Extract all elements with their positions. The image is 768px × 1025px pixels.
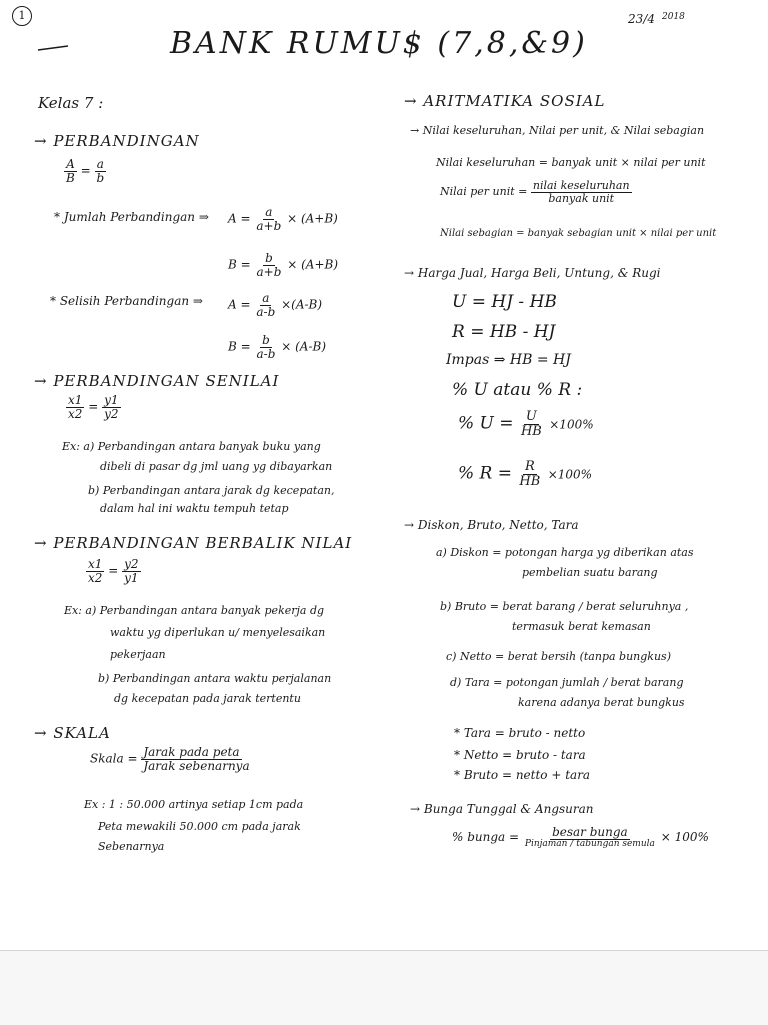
senilai-rhs-den: y2: [104, 406, 119, 421]
skala-label: Skala =: [90, 751, 138, 766]
harga-heading: → Harga Jual, Harga Beli, Untung, & Rugi: [404, 266, 661, 280]
aritmatika-heading-text: ARITMATIKA SOSIAL: [423, 92, 606, 110]
berbalik-ex-b-1: b) Perbandingan antara waktu perjalanan: [98, 672, 332, 685]
percent-rugi-den: HB: [519, 473, 541, 489]
senilai-rhs: [102, 394, 120, 420]
percent-rugi-post: ×100%: [547, 467, 593, 482]
skala-formula: [90, 746, 252, 772]
diskon-heading-text: Diskon, Bruto, Netto, Tara: [417, 518, 579, 532]
aritmatika-f2-fraction: [531, 180, 632, 204]
berbalik-heading-text: PERBANDINGAN BERBALIK NILAI: [53, 534, 353, 552]
selisih-b-fraction: [255, 334, 278, 360]
class-heading: Kelas 7 :: [38, 94, 104, 112]
selisih-a-post: ×(A-B): [281, 297, 323, 312]
jumlah-b-num: b: [265, 251, 273, 265]
skala-ex-2: Peta mewakili 50.000 cm pada jarak: [98, 820, 301, 833]
skala-den: Jarak sebenarnya: [143, 758, 250, 773]
dash-mark: [36, 44, 70, 52]
percent-untung-num: U: [525, 409, 537, 424]
berbalik-heading: → PERBANDINGAN BERBALIK NILAI: [34, 534, 353, 552]
selisih-a-fraction: [254, 292, 277, 318]
percent-untung-post: ×100%: [549, 417, 594, 432]
jumlah-a-den: a+b: [256, 218, 282, 233]
selisih-a-num: a: [262, 291, 270, 305]
jumlah-b-formula: [228, 252, 338, 278]
diskon-heading: → Diskon, Bruto, Netto, Tara: [404, 518, 579, 532]
aritmatika-heading: → ARITMATIKA SOSIAL: [404, 92, 606, 110]
lhs-denominator: B: [66, 170, 75, 185]
senilai-rhs-num: y1: [104, 393, 119, 407]
berbalik-lhs-den: x2: [88, 570, 103, 585]
page-number-circle: 1: [12, 6, 32, 26]
percent-rugi-formula: [458, 460, 592, 488]
bunga-den: Pinjaman / tabungan semula: [524, 838, 655, 849]
selisih-a-formula: [228, 292, 322, 318]
berbalik-lhs-num: x1: [88, 557, 103, 571]
fraction-rhs: [95, 158, 107, 184]
skala-heading-text: SKALA: [53, 724, 111, 742]
senilai-lhs-num: x1: [68, 393, 83, 407]
senilai-ex-a-2: dibeli di pasar dg jml uang yg dibayarkan: [100, 460, 333, 473]
percent-label: % U atau % R :: [452, 380, 583, 400]
berbalik-rhs: [122, 558, 140, 584]
berbalik-lhs: [86, 558, 104, 584]
jumlah-b-fraction: [255, 252, 284, 278]
bunga-heading: → Bunga Tunggal & Angsuran: [410, 802, 594, 816]
harga-heading-text: Harga Jual, Harga Beli, Untung, & Rugi: [417, 266, 661, 280]
blank-margin: [0, 950, 768, 1025]
skala-heading: → SKALA: [34, 724, 111, 742]
senilai-ex-b-2: dalam hal ini waktu tempuh tetap: [100, 502, 289, 515]
diskon-a-1: a) Diskon = potongan harga yg diberikan atas: [436, 546, 694, 559]
basic-ratio-formula: $\frac{A}{B}$ = $\frac{a}{b}$: [66, 157, 105, 185]
jumlah-b-post: × (A+B): [287, 257, 339, 272]
berbalik-ex-a-1: Ex: a) Perbandingan antara banyak pekerja dg: [64, 604, 325, 617]
page-title: BANK RUMU$ (7,8,&9): [170, 26, 588, 61]
formula-impas: Impas ⇒ HB = HJ: [446, 352, 571, 368]
senilai-formula: $\frac{x1}{x2}$ = $\frac{y1}{y2}$: [68, 393, 119, 421]
aritmatika-f1: Nilai keseluruhan = banyak unit × nilai per unit: [436, 156, 706, 169]
bunga-pre: % bunga =: [452, 830, 520, 845]
formula-rugi: R = HB - HJ: [452, 322, 556, 342]
berbalik-ex-b-2: dg kecepatan pada jarak tertentu: [114, 692, 301, 705]
rhs-denominator: b: [96, 170, 105, 185]
formula-untung: U = HJ - HB: [452, 292, 557, 312]
diskon-c-1: c) Netto = berat bersih (tanpa bungkus): [446, 650, 671, 663]
rhs-numerator: a: [96, 157, 104, 171]
selisih-b-post: × (A-B): [281, 339, 327, 354]
skala-num: Jarak pada peta: [143, 745, 240, 759]
berbalik-formula: $\frac{x1}{x2}$ = $\frac{y2}{y1}$: [88, 557, 139, 585]
bunga-heading-text: Bunga Tunggal & Angsuran: [423, 802, 594, 816]
diskon-a-2: pembelian suatu barang: [522, 566, 658, 579]
aritmatika-sub-text: Nilai keseluruhan, Nilai per unit, & Nilai sebagian: [422, 124, 705, 137]
percent-untung-den: HB: [520, 423, 542, 439]
selisih-a-pre: A =: [228, 297, 251, 312]
aritmatika-sub: → Nilai keseluruhan, Nilai per unit, & Nilai sebagian: [410, 124, 705, 137]
perbandingan-heading: → PERBANDINGAN: [34, 132, 200, 150]
jumlah-a-num: a: [265, 205, 273, 219]
skala-ex-3: Sebenarnya: [98, 840, 165, 853]
selisih-b-num: b: [262, 333, 270, 347]
aritmatika-f2-den: banyak unit: [548, 191, 615, 205]
diskon-d-2: karena adanya berat bungkus: [518, 696, 685, 709]
jumlah-label: * Jumlah Perbandingan ⇒: [54, 210, 209, 224]
bruto-formula: * Bruto = netto + tara: [454, 768, 591, 782]
berbalik-rhs-num: y2: [124, 557, 139, 571]
selisih-a-den: a-b: [256, 304, 276, 319]
aritmatika-f2: [440, 180, 632, 204]
date-year: 2018: [662, 12, 685, 22]
jumlah-a-formula: [228, 206, 338, 232]
selisih-b-formula: [228, 334, 326, 360]
jumlah-a-post: × (A+B): [287, 211, 338, 226]
percent-untung-formula: [458, 410, 594, 438]
senilai-heading-text: PERBANDINGAN SENILAI: [53, 372, 280, 390]
lhs-numerator: A: [66, 157, 75, 171]
berbalik-rhs-den: y1: [124, 570, 139, 585]
jumlah-b-den: a+b: [256, 264, 282, 279]
percent-rugi-pre: % R =: [458, 463, 513, 484]
aritmatika-f2-label: Nilai per unit =: [440, 185, 528, 199]
jumlah-a-pre: A =: [228, 211, 251, 226]
senilai-ex-b-1: b) Perbandingan antara jarak dg kecepatan,: [88, 484, 335, 497]
bunga-post: × 100%: [660, 830, 709, 845]
senilai-lhs: [66, 394, 84, 420]
senilai-heading: → PERBANDINGAN SENILAI: [34, 372, 280, 390]
jumlah-a-fraction: [254, 206, 283, 232]
percent-untung-fraction: [519, 410, 544, 438]
date-day-month: 23/4: [628, 12, 655, 26]
tara-formula: * Tara = bruto - netto: [454, 726, 586, 740]
aritmatika-f3: Nilai sebagian = banyak sebagian unit × nilai per unit: [440, 228, 717, 239]
perbandingan-heading-text: PERBANDINGAN: [53, 132, 200, 150]
diskon-b-1: b) Bruto = berat barang / berat seluruhnya ,: [440, 600, 689, 613]
selisih-b-pre: B =: [228, 339, 251, 354]
skala-fraction: [141, 746, 251, 772]
percent-untung-pre: % U =: [458, 413, 514, 434]
berbalik-ex-a-3: pekerjaan: [110, 648, 166, 661]
senilai-lhs-den: x2: [68, 406, 83, 421]
bunga-formula: [452, 826, 709, 849]
percent-rugi-fraction: [517, 460, 542, 488]
bunga-num: besar bunga: [552, 825, 628, 839]
aritmatika-f2-num: nilai keseluruhan: [532, 179, 630, 192]
selisih-b-den: a-b: [256, 346, 276, 361]
senilai-ex-a-1: Ex: a) Perbandingan antara banyak buku yang: [62, 440, 321, 453]
netto-formula: * Netto = bruto - tara: [454, 748, 586, 762]
skala-ex-1: Ex : 1 : 50.000 artinya setiap 1cm pada: [84, 798, 304, 811]
selisih-label: * Selisih Perbandingan ⇒: [50, 294, 203, 308]
percent-rugi-num: R: [524, 459, 535, 474]
jumlah-b-pre: B =: [228, 257, 251, 272]
diskon-d-1: d) Tara = potongan jumlah / berat barang: [450, 676, 684, 689]
berbalik-ex-a-2: waktu yg diperlukan u/ menyelesaikan: [110, 626, 326, 639]
fraction-lhs: [64, 158, 77, 184]
diskon-b-2: termasuk berat kemasan: [512, 620, 651, 633]
bunga-fraction: [523, 826, 657, 849]
